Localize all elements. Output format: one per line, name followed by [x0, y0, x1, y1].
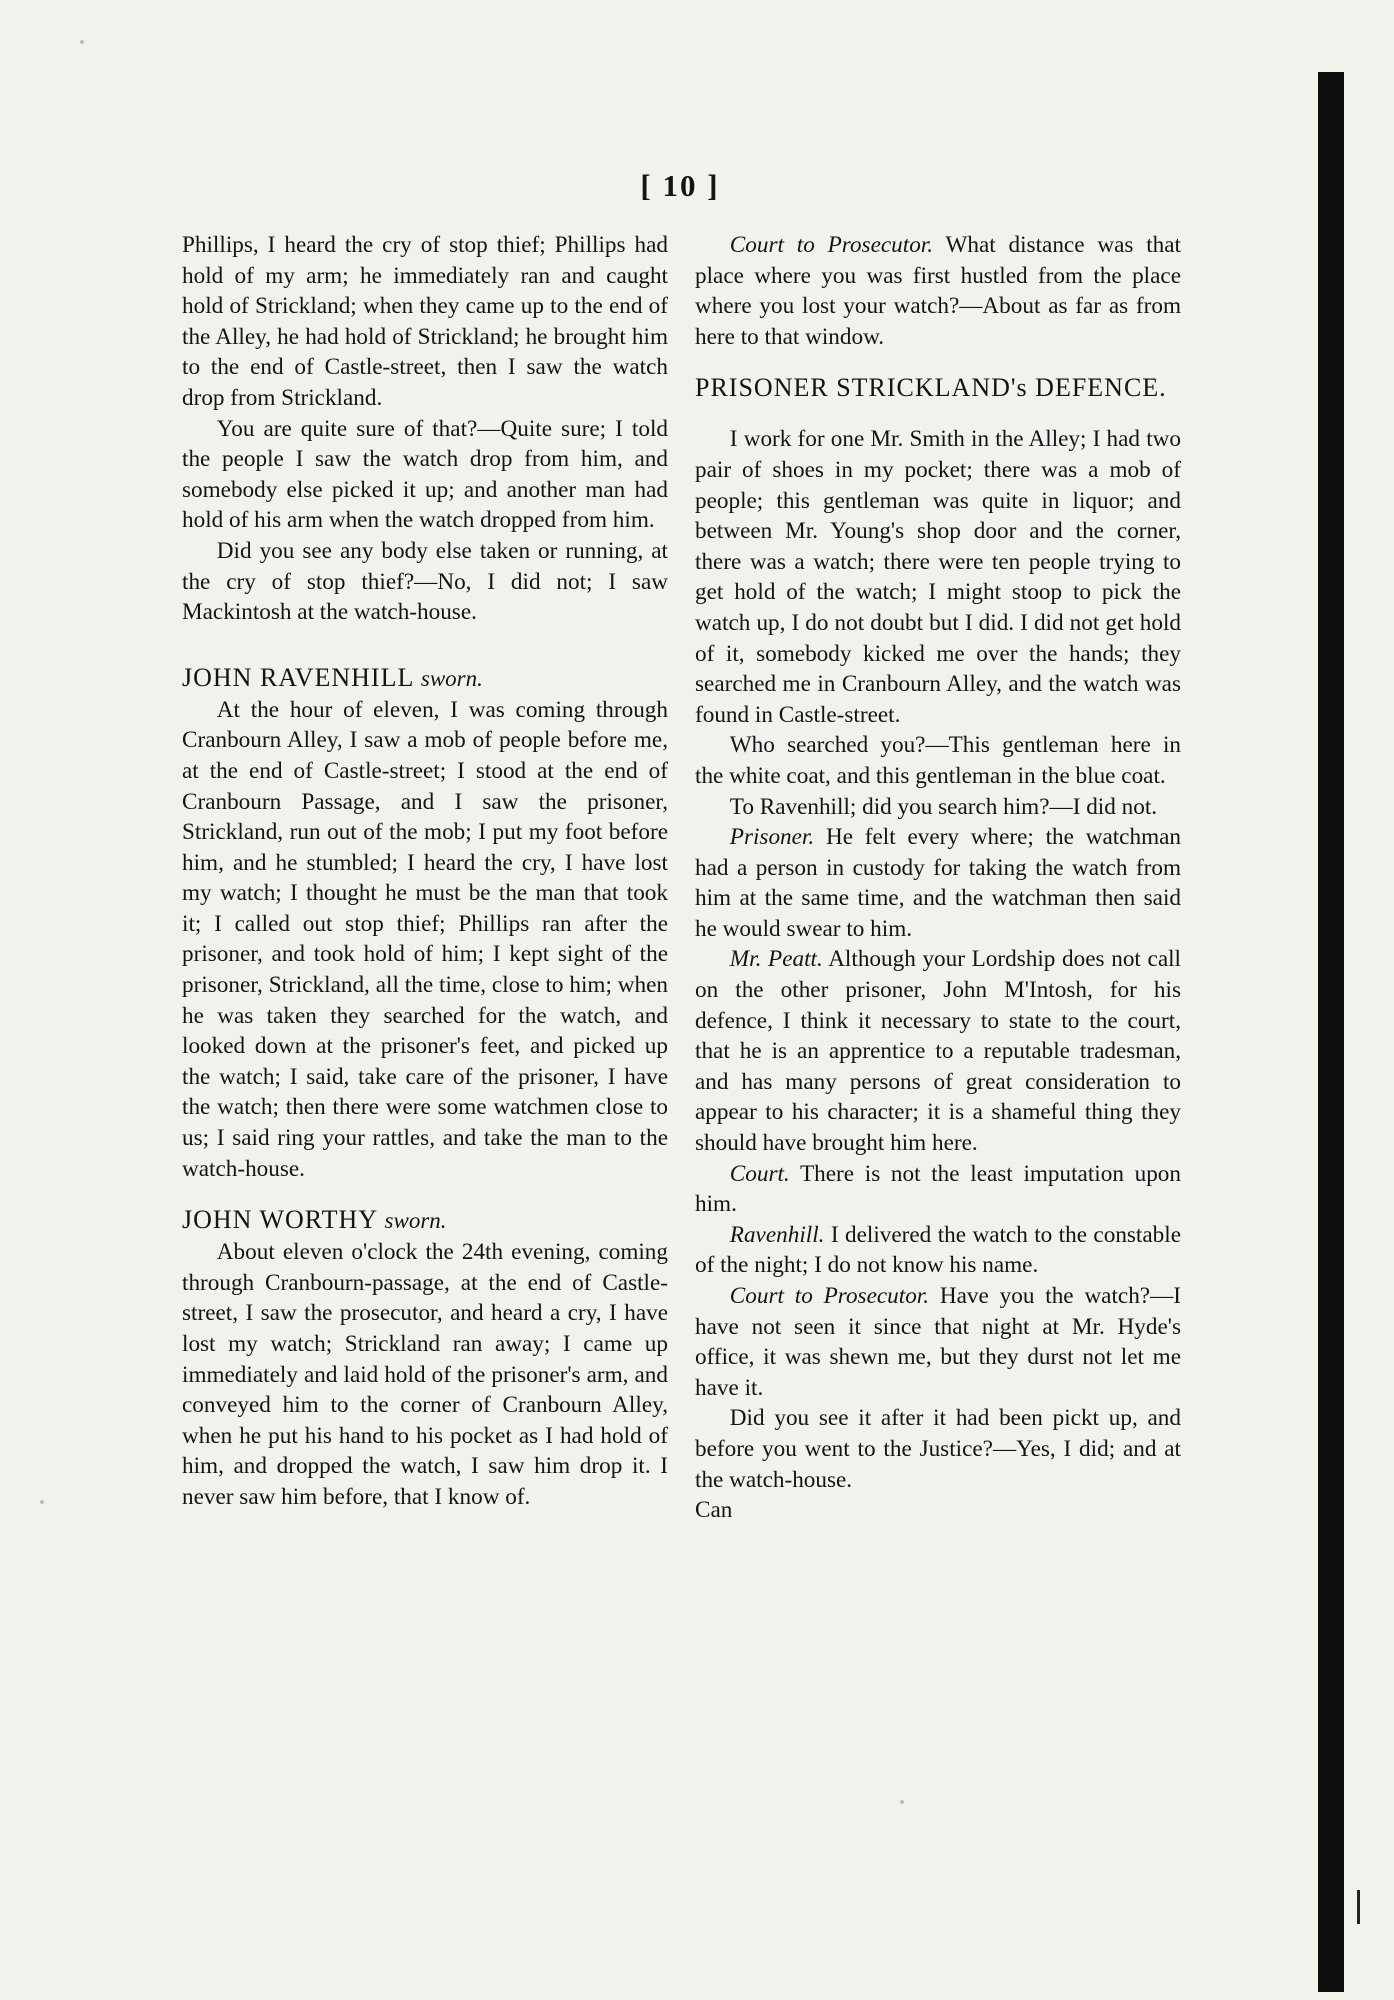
speaker-label: Mr. Peatt. — [729, 946, 823, 973]
paragraph-text: I delivered the watch to the constable of the night; I do not know his name. — [695, 1221, 1181, 1279]
speaker-label: Court. — [729, 1160, 790, 1187]
paragraph-text: He felt every where; the watchman had a person in custody for taking the watch from him at the same time, and the watchman then said he would swear to him. — [695, 824, 1181, 942]
spacer — [182, 1184, 668, 1204]
paragraph: About eleven o'clock the 24th evening, coming through Cranbourn-passage, at the end of Castle-street, I saw the prosecutor, and heard a cry, I have lost my watch; Strickland ran away; I came up immediately and laid hold of the prisoner's arm, and conveyed him to the corner of Cranbourn Alley, when he put his hand to his pocket as I had hold of him, and dropped the watch, I saw him drop it. I never saw him before, that I know of. — [182, 1239, 668, 1510]
paragraph — [695, 1281, 1181, 1403]
catchword: Can — [695, 1497, 733, 1524]
scan-edge-shadow — [1318, 72, 1344, 1992]
paragraph: Did you see it after it had been pickt up, and before you went to the Justice?—Yes, I did; and at the watch-house. — [695, 1405, 1181, 1493]
speaker-label: Prisoner. — [729, 824, 815, 851]
right-column — [695, 230, 1181, 1526]
paragraph: At the hour of eleven, I was coming through Cranbourn Alley, I saw a mob of people before me, at the end of Castle-street; I stood at the end of Cranbourn Passage, and I saw the prisoner, Strickland, run out of the mob; I put my foot before him, and he stumbled; I heard the cry, I have lost my watch; I thought he must be the man that took it; I called out stop thief; Phillips ran after the prisoner, and took hold of him; I kept sight of the prisoner, Strickland, all the time, close to him; when he was taken they searched for the watch, and looked down at the prisoner's feet, and picked up the watch; I said, take care of the prisoner, I have the watch; then there were some watchmen close to us; I said ring your rattles, and take the man to the watch-house. — [182, 696, 668, 1182]
defence-heading: PRISONER STRICKLAND's DEFENCE. — [695, 373, 1167, 403]
paragraph — [695, 230, 1181, 352]
speaker-label: Court to Prosecutor. — [729, 1283, 930, 1309]
paragraph — [695, 1220, 1181, 1281]
paragraph: Phillips, I heard the cry of stop thief; Phillips had hold of my arm; he immediately ran and caught hold of Strickland; when they came up to the end of the Alley, he had hold of Strickland; he brought him to the end of Castle-street, then I saw the watch drop from Strickland. — [182, 232, 668, 411]
paragraph — [695, 822, 1181, 944]
paragraph-text: Have you the watch?—I have not seen it since that night at Mr. Hyde's office, it was shewn me, but they durst not let me have it. — [695, 1283, 1182, 1401]
sworn-label: sworn. — [420, 665, 483, 691]
paragraph: Did you see any body else taken or running, at the cry of stop thief?—No, I did not; I saw Mackintosh at the watch-house. — [182, 537, 668, 626]
scan-speckle — [40, 1500, 44, 1504]
spacer — [695, 352, 1181, 372]
scan-speckle — [80, 40, 84, 44]
paragraph-text: What distance was that place where you was first hustled from the place where you lost your watch?—About as far as from here to that window. — [695, 232, 1181, 350]
scan-speckle — [900, 1800, 904, 1804]
scan-edge-mark — [1357, 1890, 1360, 1924]
witness-heading — [182, 662, 668, 695]
speaker-label: Ravenhill. — [729, 1221, 825, 1248]
paragraph — [695, 1159, 1181, 1220]
paragraph: I work for one Mr. Smith in the Alley; I had two pair of shoes in my pocket; there was a mob of people; this gentleman was quite in liquor; and between Mr. Young's shop door and the corner, there was a watch; there were ten people trying to get hold of the watch; I might stoop to pick the watch up, I do not doubt but I did. I did not get hold of it, somebody kicked me over the hands; they searched me in Cranbourn Alley, and the watch was found in Castle-street. — [695, 426, 1181, 728]
paragraph: To Ravenhill; did you search him?—I did not. — [729, 793, 1158, 820]
speaker-label: Court to Prosecutor. — [729, 232, 934, 258]
page-number: [ 10 ] — [640, 168, 720, 203]
paragraph: Who searched you?—This gentleman here in the white coat, and this gentleman in the blue coat. — [695, 732, 1181, 789]
left-column — [182, 230, 668, 1513]
paragraph-text: Although your Lordship does not call on the other prisoner, John M'Intosh, for his defence, I think it necessary to state to the court, that he is an apprentice to a reputable tradesman, and has many persons of great consideration to appear to his character; it is a shameful thing they should have brought him here. — [695, 946, 1181, 1157]
paragraph-text: There is not the least imputation upon him. — [695, 1160, 1181, 1218]
witness-name: JOHN RAVENHILL — [182, 662, 414, 692]
paragraph — [695, 944, 1181, 1158]
paragraph: You are quite sure of that?—Quite sure; I told the people I saw the watch drop from him, and somebody else picked it up; and another man had hold of his arm when the watch dropped from him. — [182, 415, 668, 534]
witness-heading — [182, 1204, 668, 1237]
spacer — [182, 628, 668, 662]
witness-name: JOHN WORTHY — [182, 1205, 378, 1235]
spacer — [695, 404, 1181, 424]
sworn-label: sworn. — [384, 1208, 447, 1234]
